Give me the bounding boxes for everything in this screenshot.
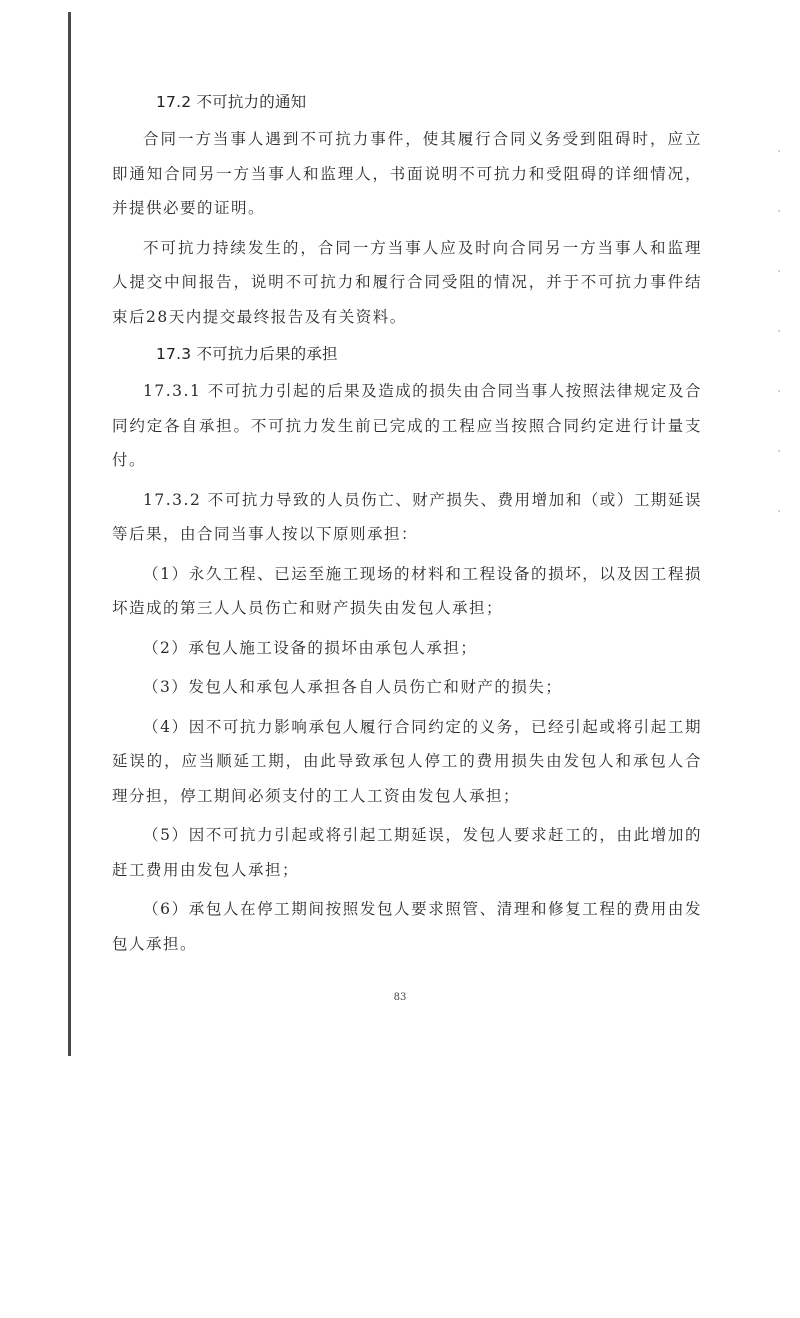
list-item: （4）因不可抗力影响承包人履行合同约定的义务，已经引起或将引起工期延误的，应当顺延工期，由此导致承包人停工的费用损失由发包人和承包人合理分担，停工期间必须支付的工人工资由发包人承担； bbox=[112, 717, 702, 805]
paragraph: 17.3.1 不可抗力引起的后果及造成的损失由合同当事人按照法律规定及合同约定各自承担。不可抗力发生前已完成的工程应当按照合同约定进行计量支付。 bbox=[112, 382, 702, 469]
document-page bbox=[112, 82, 702, 961]
list-item: （2）承包人施工设备的损坏由承包人承担； bbox=[143, 638, 478, 657]
paragraph: 不可抗力持续发生的，合同一方当事人应及时向合同另一方当事人和监理人提交中间报告，说明不可抗力和履行合同受阻的情况，并于不可抗力事件结束后28天内提交最终报告及有关资料。 bbox=[112, 238, 702, 326]
section-heading-17-2: 17.2 不可抗力的通知 bbox=[156, 93, 307, 111]
paragraph: 17.3.2 不可抗力导致的人员伤亡、财产损失、费用增加和（或）工期延误等后果，由合同当事人按以下原则承担： bbox=[112, 490, 702, 543]
binding-line bbox=[68, 12, 71, 1056]
page-number: 83 bbox=[393, 992, 407, 1003]
list-item: （1）永久工程、已运至施工现场的材料和工程设备的损坏，以及因工程损坏造成的第三人人员伤亡和财产损失由发包人承担； bbox=[112, 564, 702, 617]
section-heading-17-3: 17.3 不可抗力后果的承担 bbox=[156, 345, 338, 363]
scan-artifact bbox=[778, 150, 780, 530]
list-item: （3）发包人和承包人承担各自人员伤亡和财产的损失； bbox=[143, 678, 563, 696]
list-item: （5）因不可抗力引起或将引起工期延误，发包人要求赶工的，由此增加的赶工费用由发包人承担； bbox=[112, 826, 702, 879]
list-item: （6）承包人在停工期间按照发包人要求照管、清理和修复工程的费用由发包人承担。 bbox=[112, 900, 702, 953]
paragraph: 合同一方当事人遇到不可抗力事件，使其履行合同义务受到阻碍时，应立即通知合同另一方当事人和监理人，书面说明不可抗力和受阻碍的详细情况，并提供必要的证明。 bbox=[112, 130, 702, 217]
